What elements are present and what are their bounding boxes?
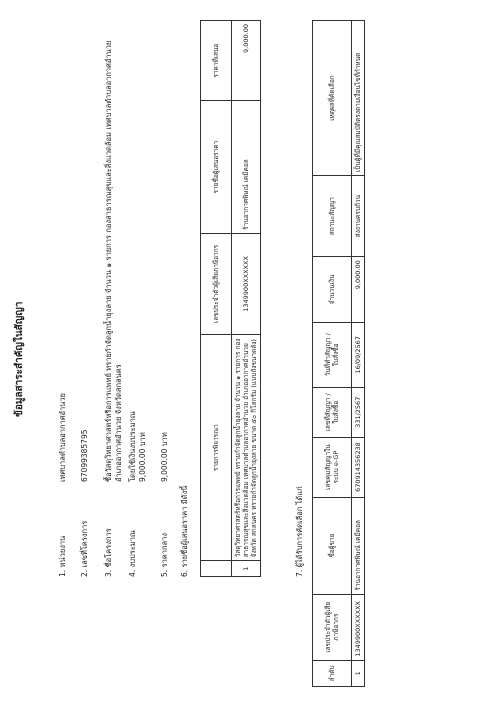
field-budget-label: 4. งบประมาณ [128, 530, 137, 577]
winners-col-egp: เลขคุมสัญญาในระบบ e-GP [313, 437, 352, 497]
field-project-name-label: 3. ชื่อโครงการ [104, 528, 113, 577]
field-project-name-value: ซื้อวัสดุวิทยาศาสตร์หรือการแพทย์ ทรายกำจัดลูกน้ำยุงลาย จำนวน ๑ รายการ กองสาธารณสุขและสิ่งแวดล้อม เทศบาลตำบลอากาศอำนวย อำเภออากาศอำนวย จังหวัดสกลนคร [104, 40, 123, 482]
field-budget-value: โดยใช้เงินงบประมาณ [128, 411, 137, 482]
field-project-no-value: 67099385795 [80, 429, 89, 482]
bidders-header-row [201, 21, 232, 577]
winners-col-no: ลำดับ [313, 660, 352, 686]
winners-col-seller: ชื่อผู้ขาย [313, 497, 352, 594]
winner-seller: ร้านอากาศพิษณ์ เคมีคอล [352, 497, 365, 594]
section7-label: 7. ผู้ได้รับการคัดเลือก ได้แก่ [295, 486, 304, 577]
bidders-col-taxid: เลขประจำตัวผู้เสียภาษีอากร [201, 233, 232, 334]
winners-header-row [313, 21, 352, 687]
winner-status: ส่งงานครบถ้วน [352, 176, 365, 257]
winner-taxid: 1349900XXXXXX [352, 594, 365, 660]
winners-col-taxid: เลขประจำตัวผู้เสียภาษีอากร [313, 594, 352, 660]
field-agency-label: 1. หน่วยงาน [58, 535, 67, 577]
table-row [352, 21, 365, 687]
bidders-col-price: ราคาที่เสนอ [201, 21, 232, 101]
field-budget-amount: 9,000.00 บาท [138, 432, 147, 482]
winners-col-status: สถานะสัญญา [313, 176, 352, 257]
field-bidders-label: 6. รายชื่อผู้เสนอราคา มีดังนี้ [180, 485, 189, 577]
bidder-name: ร้านอากาศพิษณ์ เคมีคอล [232, 101, 261, 233]
winner-no: 1 [352, 660, 365, 686]
bidders-col-no [201, 561, 232, 577]
table-row [232, 21, 261, 577]
bidders-col-item: รายการพิจารณา [201, 335, 232, 561]
winner-egp: 670914356238 [352, 437, 365, 497]
bidder-no: 1 [232, 561, 261, 577]
winner-reason: เป็นผู้ที่มีคุณสมบัติตรงตามเงื่อนไขที่กำหนด [352, 21, 365, 176]
page-title: ข้อมูลสาระสำคัญในสัญญา [14, 301, 25, 417]
field-project-no-label: 2. เลขที่โครงการ [80, 520, 89, 577]
bidder-taxid: 1349900XXXXXX [232, 233, 261, 334]
winner-contract: 331/2567 [352, 387, 365, 437]
winner-date: 16/09/2567 [352, 322, 365, 387]
winners-table [312, 20, 365, 687]
field-agency-value: เทศบาลตำบลอากาศอำนวย [58, 393, 67, 482]
bidder-item: วัสดุวิทยาศาสตร์หรือการแพทย์ ทรายกำจัดลูกน้ำยุงลาย จำนวน ๑ รายการ กอง สาธารณสุขและสิ่งแวดล้อม เทศบาลตำบลอากาศอำนวย อำเภออากาศอำนวย จังหวัด สกลนคร ทรายกำจัดลูกน้ำยุงลาย ขนาด ๕๐ กิโลกรัม (แบบถังขนาดลัง) [232, 335, 261, 561]
bidder-price: 9,000.00 [232, 21, 261, 101]
winners-col-reason: เหตุผลที่คัดเลือก [313, 21, 352, 176]
winners-col-amount: จำนวนเงิน [313, 257, 352, 322]
field-median-price-value: 9,000.00 บาท [160, 432, 169, 482]
bidders-col-bidder: รายชื่อผู้เสนอราคา [201, 101, 232, 233]
winner-amount: 9,000.00 [352, 257, 365, 322]
field-median-price-label: 5. ราคากลาง [160, 532, 169, 577]
winners-col-contract: เลขที่สัญญา / ใบสั่งซื้อ [313, 387, 352, 437]
bidders-table [200, 20, 261, 577]
winners-col-date: วันที่ทำสัญญา / ใบสั่งซื้อ [313, 322, 352, 387]
